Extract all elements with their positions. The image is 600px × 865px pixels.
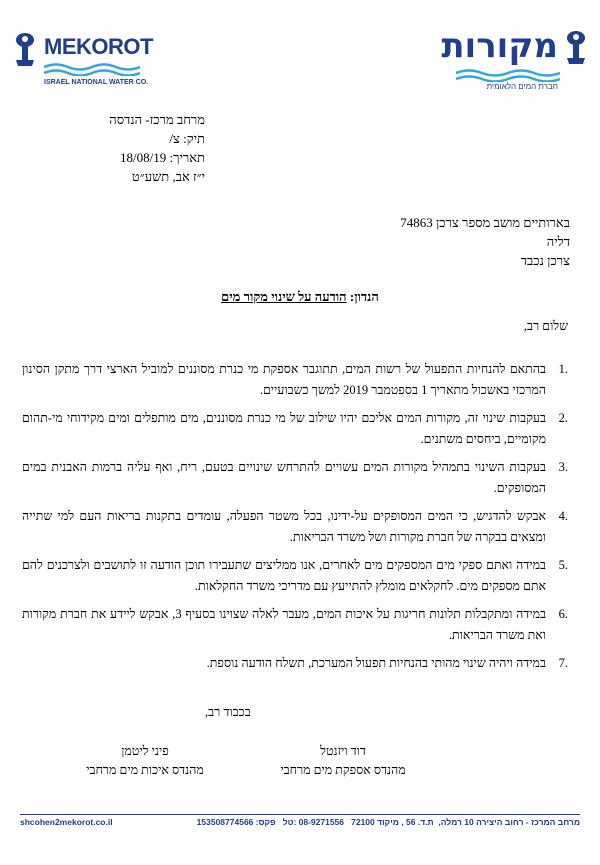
- waves-icon: [44, 62, 140, 76]
- subject-text: הודעה על שינוי מקור מים: [221, 289, 347, 304]
- signature-1: [258, 742, 428, 780]
- signature-2: [60, 742, 230, 780]
- closing: בכבוד רב,: [205, 705, 251, 719]
- logo-he-name: מקורות: [441, 26, 558, 66]
- logo-he-subtitle: חברת המים הלאומית: [486, 82, 558, 91]
- recipient-block: [270, 213, 570, 270]
- footer-address: מרחב המרכז - רחוב היצירה 10 רמלה,: [438, 817, 580, 827]
- footer-pobox: ת.ד. 56 , מיקוד 72100: [351, 817, 434, 827]
- list-item: .7 במידה ויהיה שינוי מהותי בהנחיות תפעול המערכת, תשלח הודעה נוספת.: [206, 656, 568, 670]
- logo-en-name: MEKOROT: [44, 34, 153, 59]
- recipient-line1: בארותיים מושב מספר צרכן 74863: [400, 215, 570, 230]
- department: מרחב מרכז- הנדסה: [109, 112, 205, 127]
- water-tower-icon: [10, 30, 40, 70]
- mekorot-logo-en: [10, 28, 153, 98]
- signature-name: דוד ויזנטל: [320, 744, 366, 758]
- notice-list: [22, 359, 568, 681]
- footer-phone: 08-9271556 :טל: [282, 817, 345, 827]
- waves-icon: [456, 68, 560, 82]
- signature-title: מהנדס איכות מים מרחבי: [86, 763, 204, 777]
- list-item: .1 בהתאם להנחיות התפעול של רשות המים, תתוגבר אספקת מי כנרת מסוננים למוביל הארצי דרך מתקן הסינון המרכזי באשכול מתאריך 1 בספטמבר 2019 למשך כשבועיים.: [22, 362, 568, 397]
- list-item: .4 אבקש להדגיש, כי המים המסופקים על-ידינו, בכל משטר הפעלה, עומדים בתקנות בריאות העם למי שתייה ומצאים בבקרה של חברת מקורות ושל משרד הבריאות.: [22, 509, 568, 544]
- mekorot-logo-he: [441, 22, 590, 102]
- footer-divider: [20, 814, 580, 815]
- subject-prefix: הנדון:: [349, 289, 379, 304]
- file-ref: תיק: צ/: [169, 131, 205, 146]
- sender-block: [5, 110, 205, 186]
- footer: [20, 817, 580, 827]
- signature-title: מהנדס אספקת מים מרחבי: [280, 763, 406, 777]
- signature-name: פיני ליטמן: [121, 744, 169, 758]
- water-tower-icon: [562, 28, 590, 68]
- greeting: שלום רב,: [523, 319, 568, 333]
- list-item: .6 במידה ומתקבלות תלונות חריגות על איכות המים, מעבר לאלה שצוינו בסעיף 3, אבקש ליידע את חברת מקורות ואת משרד הבריאות.: [22, 607, 568, 642]
- subject-line: [100, 289, 500, 305]
- recipient-line2: דליה: [546, 234, 570, 249]
- hebrew-date: י״ז אב, תשע״ט: [131, 169, 205, 184]
- list-item: .3 בעקבות השינוי בתמהיל מקורות המים עשויים להתרחש שינויים בטעם, ריח, ואף עליה ברמות האבנית במים המסופקים.: [22, 460, 568, 495]
- list-item: .2 בעקבות שינוי זה, מקורות המים אליכם יהיו שילוב של מי כנרת מסוננים, מים מותפלים ומים מקידוחי מי-תהום מקומיים, ביחסים משתנים.: [22, 411, 568, 446]
- footer-email[interactable]: shcohen2mekorot.co.il: [20, 817, 113, 827]
- recipient-line3: צרכן נכבד: [520, 253, 570, 268]
- logo-en-subtitle: ISRAEL NATIONAL WATER CO.: [44, 79, 149, 86]
- list-item: .5 במידה ואתם ספקי מים המספקים מים לאחרים, אנו ממליצים שתעבירו תוכן הודעה זו לתושבים ולצרכנים להם אתם מספקים מים. לחקלאים מומלץ להתייעץ עם מדריכי משרד החקלאות.: [22, 558, 568, 593]
- letter-date: תאריך: 18/08/19: [119, 150, 205, 165]
- footer-fax: פקס: 153508774566: [196, 817, 276, 827]
